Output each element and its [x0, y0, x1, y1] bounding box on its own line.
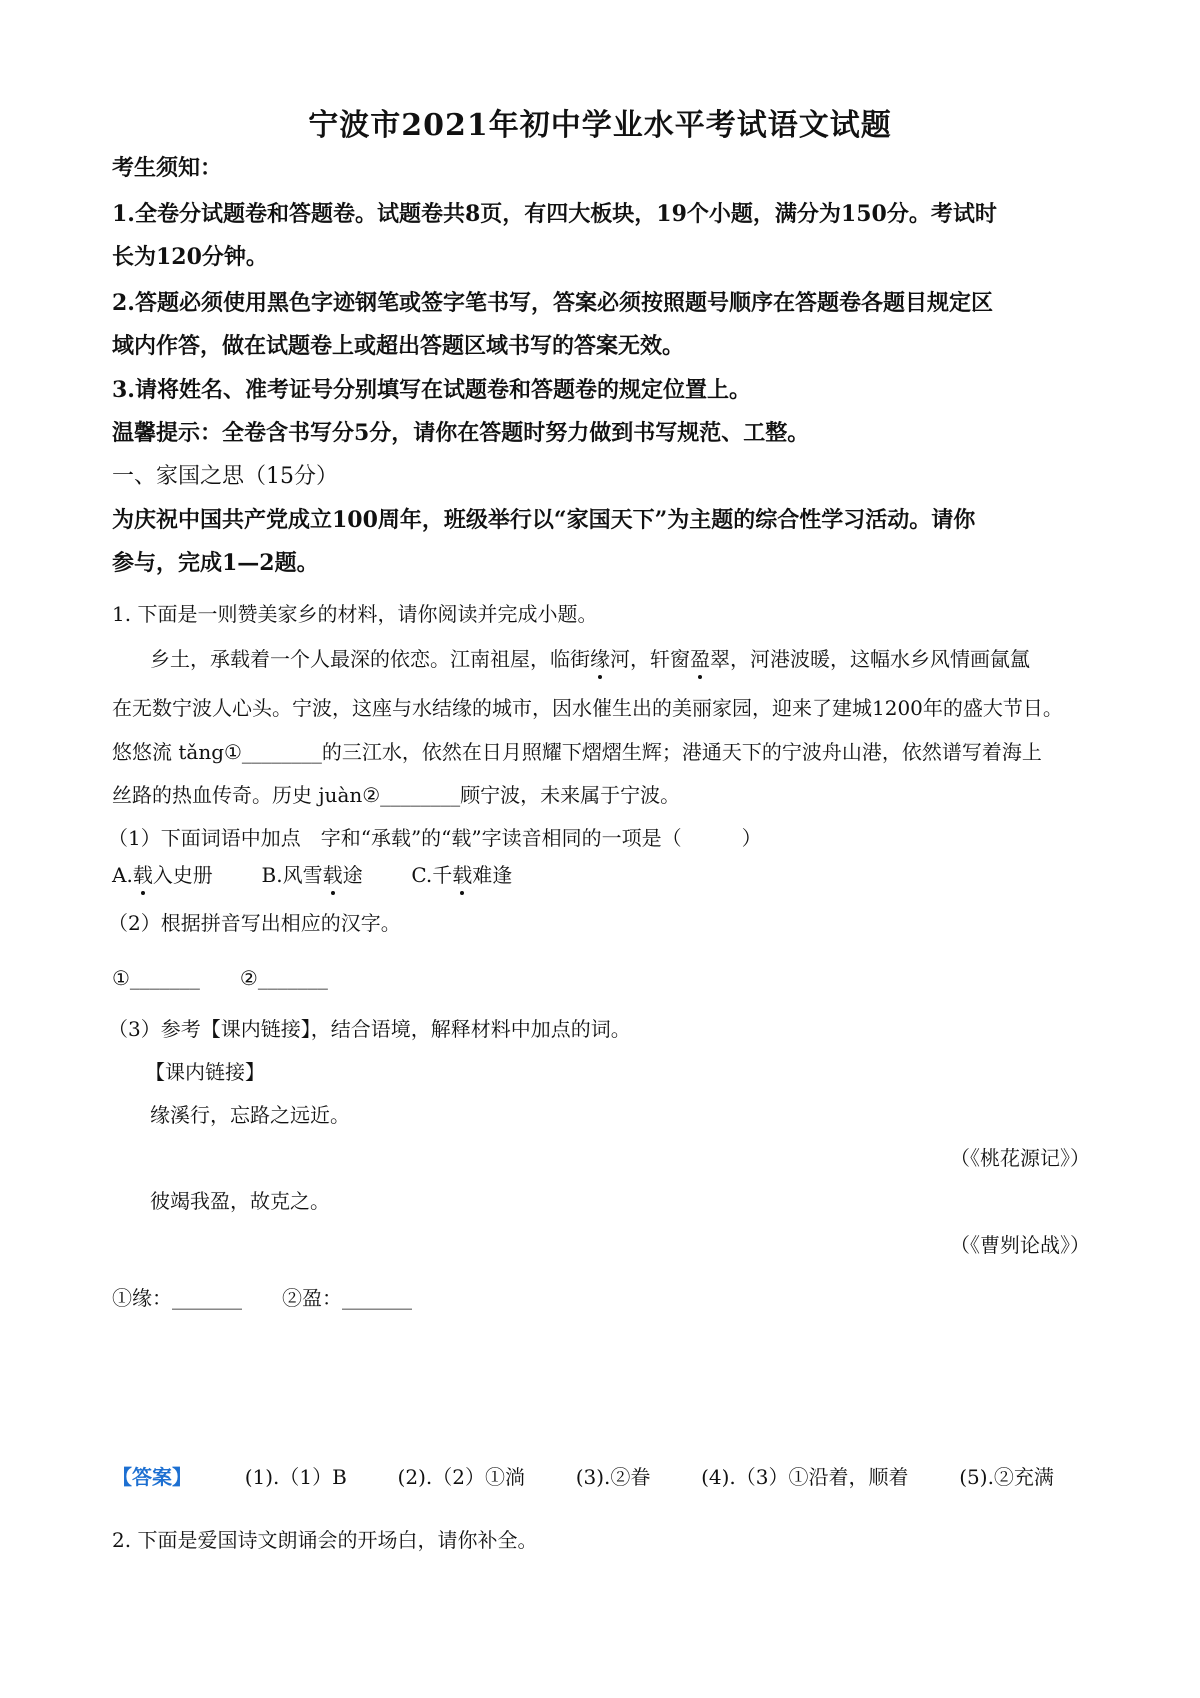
dotted-char-text: 盈 [690, 647, 710, 671]
option-a [112, 863, 213, 887]
passage-text: 翠，河港波暖，这幅水乡风情画氤氲 [710, 647, 1030, 671]
dotted-char-zai-a [133, 859, 153, 888]
page-title: 宁波市2021年初中学业水平考试语文试题 [308, 108, 892, 143]
in-class-link-heading: 【课内链接】 [145, 1060, 265, 1084]
question-2-stem: 2. 下面是爱国诗文朗诵会的开场白，请你补全。 [112, 1528, 538, 1552]
dotted-char-text: 载 [322, 863, 343, 887]
answer-part-1: (1).（1）B [244, 1465, 347, 1489]
source-2: （《曹刿论战》） [950, 1233, 1090, 1257]
notice-heading: 考生须知： [112, 155, 223, 181]
notice-item-3: 3.请将姓名、准考证号分别填写在试题卷和答题卷的规定位置上。 [112, 377, 751, 403]
answer-tag: 【答案】 [112, 1465, 192, 1489]
dotted-char-text: 缘 [590, 647, 610, 671]
source-1: （《桃花源记》） [950, 1146, 1090, 1170]
answer-part-5: (5).②充满 [959, 1465, 1054, 1489]
option-c-prefix: C.千 [411, 863, 453, 887]
passage-line-4: 丝路的热血传奇。历史 juàn②________顾宁波，未来属于宁波。 [112, 783, 681, 807]
answer-part-3: (3).②眷 [575, 1465, 651, 1489]
dotted-char-text: 载 [452, 863, 473, 887]
dotted-char-zai-c [452, 859, 472, 888]
option-b [262, 863, 363, 887]
section-1-intro-line-2: 参与，完成1—2题。 [112, 550, 319, 576]
option-a-suffix: 入史册 [152, 863, 213, 887]
sub-question-2: （2）根据拼音写出相应的汉字。 [108, 911, 401, 935]
section-1-heading: 一、家国之思（15分） [112, 464, 338, 489]
emphasis-dot [598, 675, 602, 679]
dotted-char-zai-b [323, 859, 343, 888]
sub-question-1-options [112, 859, 512, 888]
sub-question-3-blanks: ①缘：_______ ②盈：_______ [112, 1286, 412, 1310]
passage-line-1 [150, 643, 1030, 672]
dotted-char-yuan [590, 643, 610, 672]
option-c-suffix: 难逢 [472, 863, 513, 887]
option-c [411, 863, 512, 887]
quote-2: 彼竭我盈，故克之。 [150, 1189, 330, 1213]
answer-part-4: (4).（3）①沿着，顺着 [701, 1465, 909, 1489]
passage-text: 河，轩窗 [610, 647, 690, 671]
dotted-char-text: 载 [132, 863, 153, 887]
passage-line-3: 悠悠流 tǎng①________的三江水，依然在日月照耀下熠熠生辉；港通天下的宁波舟山港，依然谱写着海上 [112, 740, 1042, 764]
notice-item-2-line-2: 域内作答，做在试题卷上或超出答题区域书写的答案无效。 [112, 333, 685, 359]
notice-item-1-line-2: 长为120分钟。 [112, 244, 268, 270]
option-a-prefix: A. [112, 863, 133, 887]
question-1-stem: 1. 下面是一则赞美家乡的材料，请你阅读并完成小题。 [112, 602, 598, 626]
notice-item-1-line-1: 1.全卷分试题卷和答题卷。试题卷共8页，有四大板块，19个小题，满分为150分。考试时 [112, 201, 997, 227]
sub-question-1: （1）下面词语中加点 字和“承载”的“载”字读音相同的一项是（ ） [108, 826, 762, 850]
passage-line-2: 在无数宁波人心头。宁波，这座与水结缘的城市，因水催生出的美丽家园，迎来了建城1200年的盛大节日。 [112, 696, 1063, 720]
sub-question-2-blanks: ①_______ ②_______ [112, 966, 328, 990]
warm-tip: 温馨提示：全卷含书写分5分，请你在答题时努力做到书写规范、工整。 [112, 420, 810, 446]
section-1-intro-line-1: 为庆祝中国共产党成立100周年，班级举行以“家国天下”为主题的综合性学习活动。请你 [112, 507, 976, 533]
answer-part-2: (2).（2）①淌 [397, 1465, 525, 1489]
answer-row [112, 1461, 1054, 1490]
emphasis-dot [331, 891, 335, 895]
sub-question-3: （3）参考【课内链接】，结合语境，解释材料中加点的词。 [108, 1017, 631, 1041]
quote-1: 缘溪行，忘路之远近。 [150, 1103, 350, 1127]
emphasis-dot [460, 891, 464, 895]
emphasis-dot [698, 675, 702, 679]
option-b-prefix: B.风雪 [261, 863, 323, 887]
dotted-char-ying [690, 643, 710, 672]
option-b-suffix: 途 [342, 863, 363, 887]
emphasis-dot [141, 891, 145, 895]
notice-item-2-line-1: 2.答题必须使用黑色字迹钢笔或签字笔书写，答案必须按照题号顺序在答题卷各题目规定区 [112, 290, 993, 316]
passage-text: 乡土，承载着一个人最深的依恋。江南祖屋，临街 [150, 647, 590, 671]
